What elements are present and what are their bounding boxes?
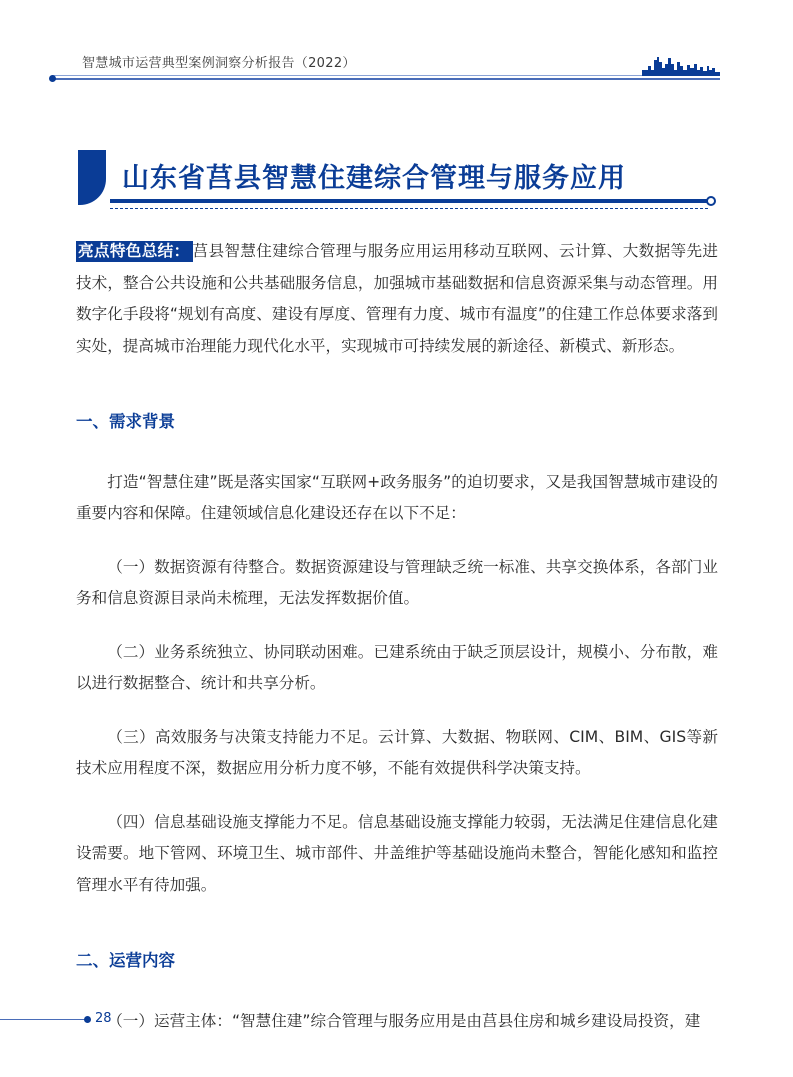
summary-paragraph xyxy=(76,236,718,362)
article-title: 山东省莒县智慧住建综合管理与服务应用 xyxy=(122,163,626,194)
page-number: 28 xyxy=(95,1011,112,1026)
paragraph: （一）数据资源有待整合。数据资源建设与管理缺乏统一标准、共享交换体系，各部门业务和信息资源目录尚未梳理，无法发挥数据价值。 xyxy=(76,557,718,607)
header-divider-thin xyxy=(52,75,642,76)
summary-text: 莒县智慧住建综合管理与服务应用运用移动互联网、云计算、大数据等先进技术，整合公共设施和公共基础服务信息，加强城市基础数据和信息资源采集与动态管理。用数字化手段将“规划有高度、建设有厚度、管理有力度、城市有温度”的住建工作总体要求落到实处，提高城市治理能力现代化水平，实现城市可持续发展的新途径、新模式、新形态。 xyxy=(76,242,718,355)
header-divider xyxy=(52,78,720,80)
footer-divider xyxy=(0,1019,86,1020)
title-dashed-line xyxy=(110,208,708,209)
footer-bullet-dot xyxy=(84,1016,91,1023)
title-underline xyxy=(110,199,708,203)
title-line-end-circle xyxy=(706,196,716,206)
section-heading-operation: 二、运营内容 xyxy=(76,951,175,970)
city-skyline-icon xyxy=(642,52,720,76)
paragraph: （四）信息基础设施支撑能力不足。信息基础设施支撑能力较弱，无法满足住建信息化建设需要。地下管网、环境卫生、城市部件、井盖维护等基础设施尚未整合，智能化感知和监控管理水平有待加强。 xyxy=(76,812,718,894)
title-accent-block xyxy=(78,150,106,205)
paragraph: （三）高效服务与决策支持能力不足。云计算、大数据、物联网、CIM、BIM、GIS等新技术应用程度不深，数据应用分析力度不够，不能有效提供科学决策支持。 xyxy=(76,727,718,777)
running-header-title: 智慧城市运营典型案例洞察分析报告（2022） xyxy=(82,56,356,71)
summary-label: 亮点特色总结： xyxy=(76,241,193,262)
paragraph: 打造“智慧住建”既是落实国家“互联网+政务服务”的迫切要求，又是我国智慧城市建设的重要内容和保障。住建领域信息化建设还存在以下不足： xyxy=(76,472,718,522)
paragraph: （一）运营主体：“智慧住建”综合管理与服务应用是由莒县住房和城乡建设局投资，建 xyxy=(107,1011,701,1030)
paragraph: （二）业务系统独立、协同联动困难。已建系统由于缺乏顶层设计，规模小、分布散，难以进行数据整合、统计和共享分析。 xyxy=(76,642,718,692)
header-bullet-dot xyxy=(49,75,56,82)
section-heading-background: 一、需求背景 xyxy=(76,412,175,431)
article-body xyxy=(76,236,718,1037)
